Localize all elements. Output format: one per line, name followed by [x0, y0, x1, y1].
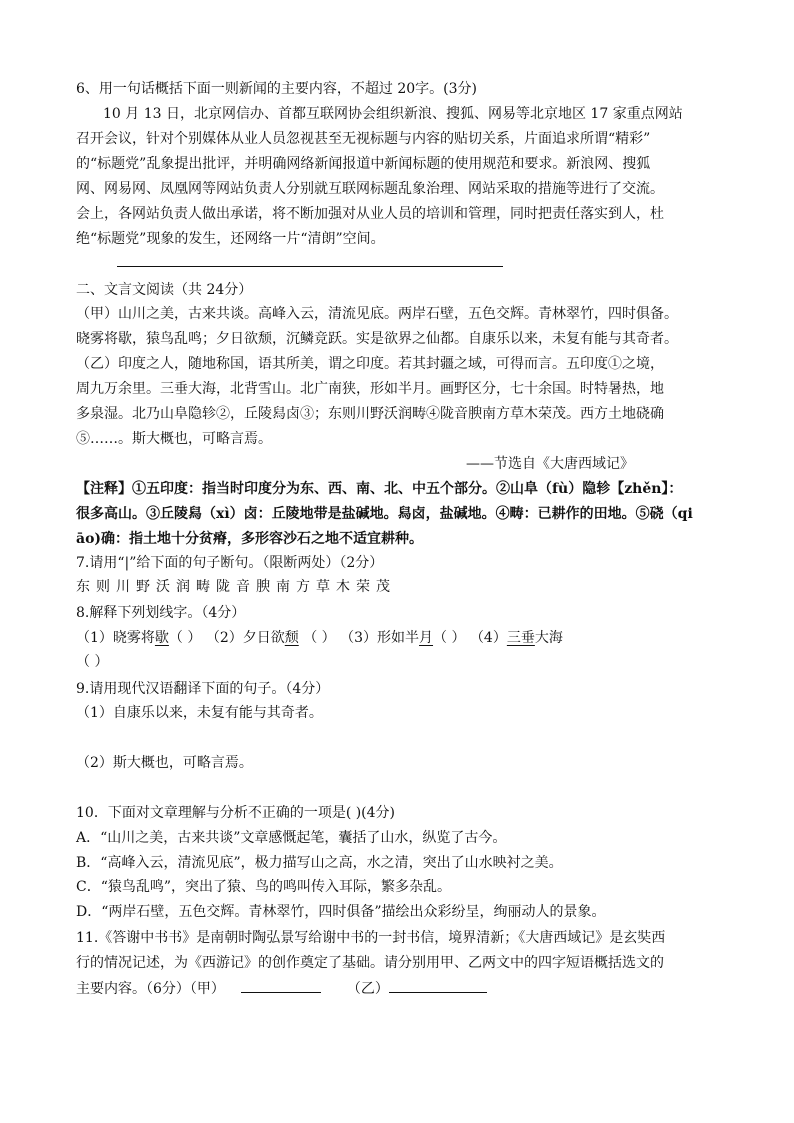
q8-items: [76, 628, 563, 648]
q9-sentence-2: （2）斯大概也，可略言焉。: [76, 755, 253, 771]
passage-yi-line-1: （乙）印度之人，随地称国，语其所美，谓之印度。若其封疆之域，可得而言。五印度①之境，: [76, 356, 664, 372]
q11-line-2: 行的情况记述，为《西游记》的创作奠定了基础。请分别用甲、乙两文中的四字短语概括选文的: [76, 955, 664, 971]
q8-question: 8.解释下列划线字。（4分）: [76, 605, 246, 621]
q6-news-line-6: 绝“标题党”现象的发生，还网络一片“清朗”空间。: [76, 231, 385, 247]
q8-item-3-prefix: （3）形如半: [340, 630, 420, 646]
q10-option-d[interactable]: D．“两岸石壁，五色交辉。青林翠竹，四时俱备”描绘出众彩纷呈，绚丽动人的景象。: [76, 904, 606, 920]
q8-item-1-answer[interactable]: （ ）: [168, 630, 202, 646]
q8-item-4-word: 三垂: [506, 630, 535, 646]
notes-line-2: 很多高山。③丘陵舄（xì）卤：丘陵地带是盐碱地。舄卤，盐碱地。④畴：已耕作的田地。⑤硗（qi: [76, 506, 693, 522]
notes-line-1: 【注释】①五印度：指当时印度分为东、西、南、北、中五个部分。②山阜（fù）隐轸【zhěn】：: [76, 481, 683, 497]
passage-jia-line-1: （甲）山川之美，古来共谈。高峰入云，清流见底。两岸石壁，五色交辉。青林翠竹，四时俱备。: [76, 306, 678, 322]
q8-item-4-prefix: （4）: [469, 630, 507, 646]
q10-option-c[interactable]: C．“猿鸟乱鸣”，突出了猿、鸟的鸣叫传入耳际，繁多杂乱。: [76, 879, 452, 895]
q8-item-4-suffix: 大海: [534, 630, 563, 646]
passage-yi-line-2: 周九万余里。三垂大海，北背雪山。北广南狭，形如半月。画野区分，七十余国。时特暑热，地: [76, 381, 664, 397]
q6-news-line-4: 网、网易网、凤凰网等网站负责人分别就互联网标题乱象治理、网站采取的措施等进行了交流。: [76, 181, 664, 197]
passage-yi-line-3: 多泉湿。北乃山阜隐轸②，丘陵舄卤③；东则川野沃润畴④陇音腴南方草木荣茂。西方土地硗确: [76, 406, 664, 422]
q6-news-line-2: 召开会议，针对个别媒体从业人员忽视甚至无视标题与内容的贴切关系，片面追求所谓“精彩”: [76, 131, 651, 147]
q8-item-2-answer[interactable]: （ ）: [298, 630, 336, 646]
q7-sentence[interactable]: 东则川野沃润畴陇音腴南方草木荣茂: [76, 579, 396, 595]
passage-source: ——节选自《大唐西域记》: [466, 456, 634, 472]
q8-item-2-prefix: （2）夕日欲: [205, 630, 285, 646]
section2-heading: 二、文言文阅读（共 24分）: [76, 282, 253, 298]
q7-question: 7.请用“|”给下面的句子断句。（限断两处）（2分）: [76, 555, 384, 571]
q8-item-1-word: 歇: [154, 630, 169, 646]
q9-sentence-1: （1）自康乐以来，未复有能与其奇者。: [76, 705, 323, 721]
q8-item-3-answer[interactable]: （ ）: [433, 630, 466, 646]
q11-answer-yi[interactable]: [389, 978, 487, 993]
q11-label-yi: （乙）: [346, 981, 389, 997]
q11-line-3: [76, 978, 487, 999]
q10-question: 10．下面对文章理解与分析不正确的一项是( )(4分): [76, 805, 396, 821]
q9-question: 9.请用现代汉语翻译下面的句子。（4分）: [76, 681, 330, 697]
q11-answer-jia[interactable]: [241, 978, 321, 993]
q6-answer-line[interactable]: [117, 266, 503, 267]
passage-yi-line-4: ⑤……。斯大概也，可略言焉。: [76, 431, 272, 447]
q8-item-4-answer[interactable]: （ ）: [76, 654, 109, 670]
passage-jia-line-2: 晓雾将歇，猿鸟乱鸣；夕日欲颓，沉鳞竞跃。实是欲界之仙都。自康乐以来，未复有能与其奇者。: [76, 331, 678, 347]
notes-line-3: āo)确：指土地十分贫瘠，多形容沙石之地不适宜耕种。: [76, 531, 424, 547]
q8-item-3-word: 月: [419, 630, 434, 646]
q10-option-a[interactable]: A．“山川之美，古来共谈”文章感慨起笔，囊括了山水，纵览了古今。: [76, 830, 507, 846]
q6-question: 6、用一句话概括下面一则新闻的主要内容，不超过 20字。(3分): [76, 81, 478, 97]
q11-prompt: 主要内容。（6分）（甲）: [76, 981, 225, 997]
q8-item-2-word: 颓: [284, 630, 299, 646]
q6-news-line-5: 会上，各网站负责人做出承诺，将不断加强对从业人员的培训和管理，同时把责任落实到人，杜: [76, 206, 664, 222]
q8-item-1-prefix: （1）晓雾将: [76, 630, 155, 646]
q6-news-line-3: 的“标题党”乱象提出批评，并明确网络新闻报道中新闻标题的使用规范和要求。新浪网、搜狐: [76, 156, 651, 172]
q6-news-line-1: 10 月 13 日，北京网信办、首都互联网协会组织新浪、搜狐、网易等北京地区 17 家重点网站: [103, 106, 683, 122]
q10-option-b[interactable]: B．“高峰入云，清流见底”，极力描写山之高，水之清，突出了山水映衬之美。: [76, 855, 563, 871]
q11-line-1: 11.《答谢中书书》是南朝时陶弘景写给谢中书的一封书信，境界清新；《大唐西域记》是玄奘西: [76, 930, 666, 946]
